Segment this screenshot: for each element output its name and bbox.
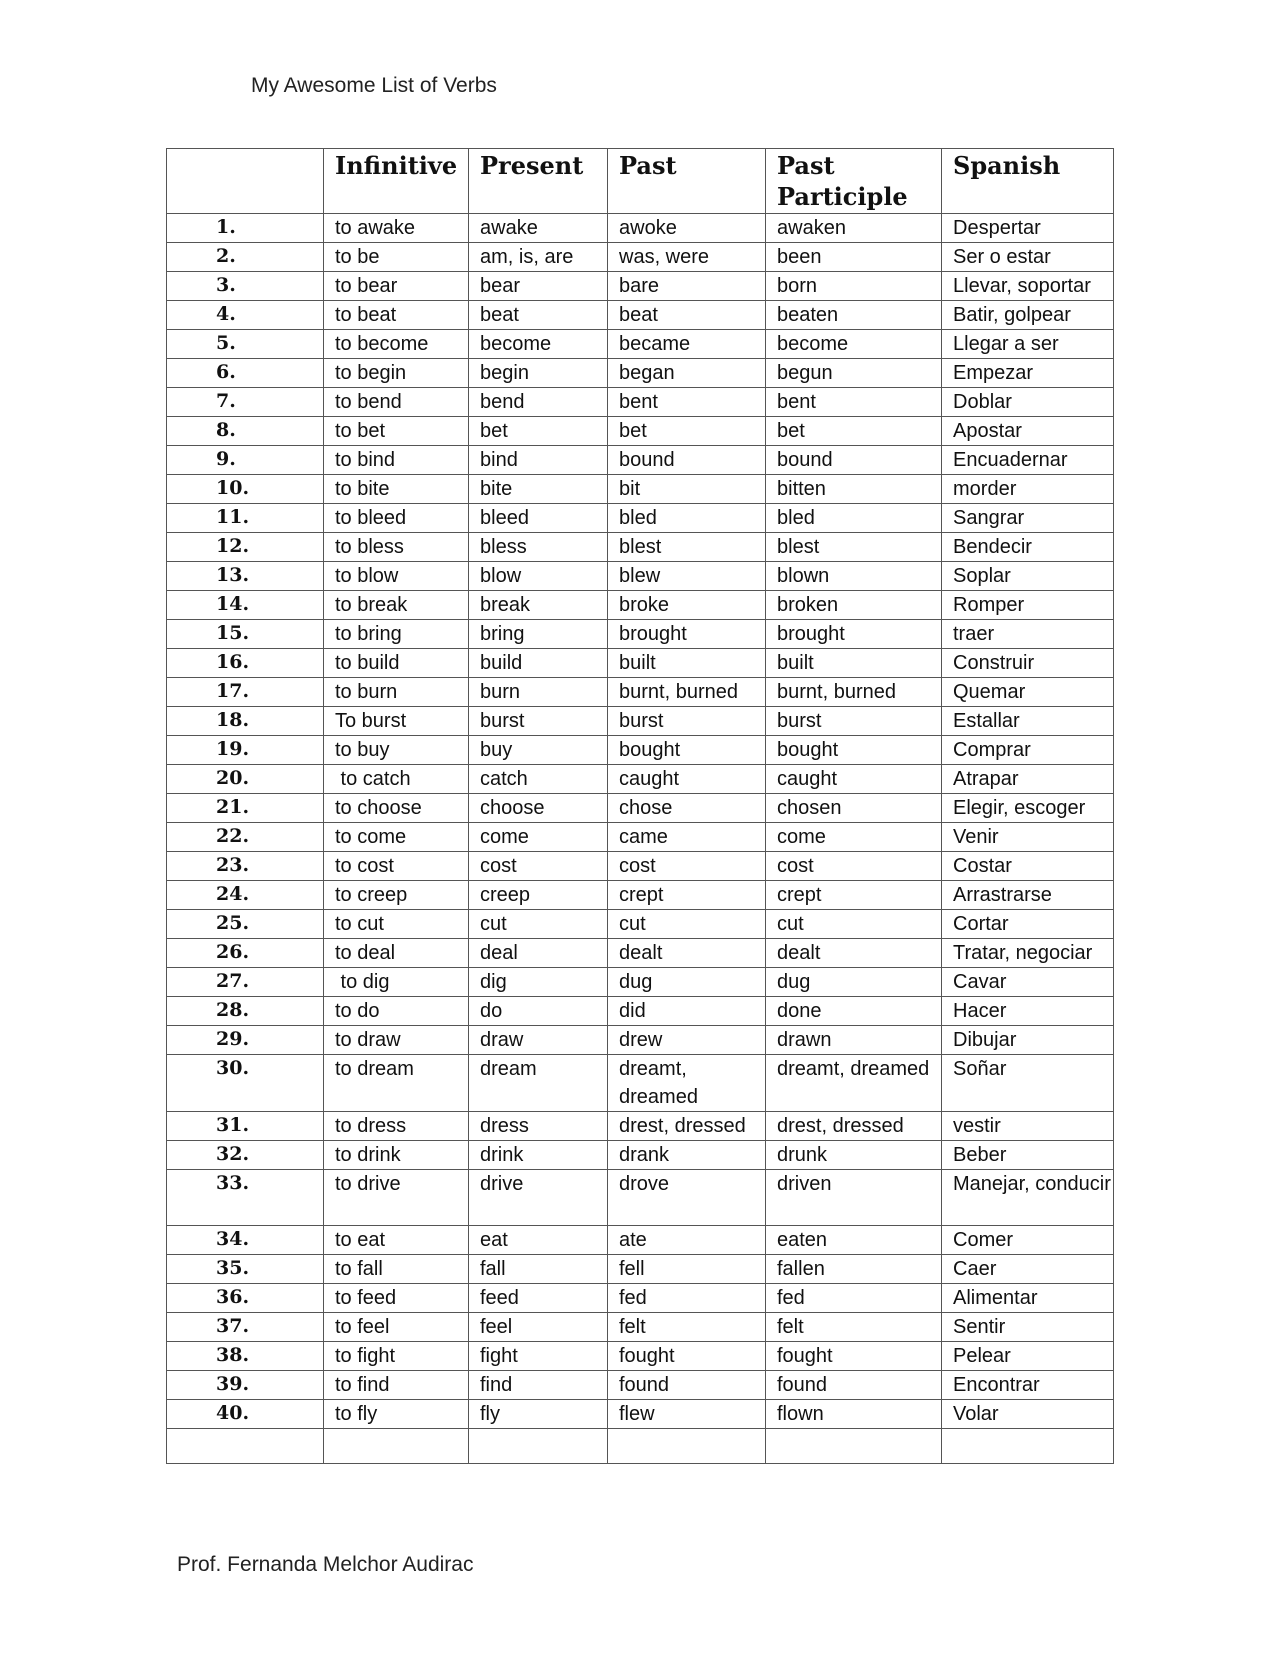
past-participle-cell: burst bbox=[766, 707, 942, 736]
table-row bbox=[167, 1055, 1114, 1112]
row-number: 38. bbox=[167, 1342, 324, 1371]
past-cell: brought bbox=[608, 620, 766, 649]
past-participle-cell: dug bbox=[766, 968, 942, 997]
row-number: 18. bbox=[167, 707, 324, 736]
row-number: 15. bbox=[167, 620, 324, 649]
spanish-cell: Apostar bbox=[942, 417, 1114, 446]
header-infinitive: Infinitive bbox=[324, 149, 469, 214]
present-cell: am, is, are bbox=[469, 243, 608, 272]
present-cell: feed bbox=[469, 1284, 608, 1313]
spanish-cell: Dibujar bbox=[942, 1026, 1114, 1055]
present-cell: eat bbox=[469, 1226, 608, 1255]
past-cell: found bbox=[608, 1371, 766, 1400]
past-cell: drew bbox=[608, 1026, 766, 1055]
table-row bbox=[167, 533, 1114, 562]
infinitive-cell: to fly bbox=[324, 1400, 469, 1429]
spanish-cell: Cavar bbox=[942, 968, 1114, 997]
present-cell: fly bbox=[469, 1400, 608, 1429]
past-cell: bit bbox=[608, 475, 766, 504]
past-cell: fell bbox=[608, 1255, 766, 1284]
infinitive-cell: to beat bbox=[324, 301, 469, 330]
past-cell: drove bbox=[608, 1170, 766, 1226]
past-participle-cell: fed bbox=[766, 1284, 942, 1313]
present-cell: fall bbox=[469, 1255, 608, 1284]
table-row bbox=[167, 794, 1114, 823]
header-past: Past bbox=[608, 149, 766, 214]
table-row bbox=[167, 1112, 1114, 1141]
table-row bbox=[167, 620, 1114, 649]
table-row bbox=[167, 446, 1114, 475]
present-cell: feel bbox=[469, 1313, 608, 1342]
present-cell: come bbox=[469, 823, 608, 852]
present-cell: cut bbox=[469, 910, 608, 939]
past-cell: built bbox=[608, 649, 766, 678]
spanish-cell: vestir bbox=[942, 1112, 1114, 1141]
past-participle-cell: dealt bbox=[766, 939, 942, 968]
table-row bbox=[167, 765, 1114, 794]
table-row bbox=[167, 504, 1114, 533]
row-number: 7. bbox=[167, 388, 324, 417]
infinitive-cell: to bless bbox=[324, 533, 469, 562]
spanish-cell: Elegir, escoger bbox=[942, 794, 1114, 823]
past-cell: flew bbox=[608, 1400, 766, 1429]
present-cell: buy bbox=[469, 736, 608, 765]
spanish-cell: Alimentar bbox=[942, 1284, 1114, 1313]
spanish-cell: Comer bbox=[942, 1226, 1114, 1255]
infinitive-cell: to bite bbox=[324, 475, 469, 504]
past-participle-cell: awaken bbox=[766, 214, 942, 243]
row-number: 24. bbox=[167, 881, 324, 910]
past-cell: bare bbox=[608, 272, 766, 301]
present-cell: begin bbox=[469, 359, 608, 388]
row-number: 17. bbox=[167, 678, 324, 707]
past-participle-cell: caught bbox=[766, 765, 942, 794]
infinitive-cell: to catch bbox=[324, 765, 469, 794]
spanish-cell: Llevar, soportar bbox=[942, 272, 1114, 301]
past-participle-cell: done bbox=[766, 997, 942, 1026]
row-number: 33. bbox=[167, 1170, 324, 1226]
table-row bbox=[167, 736, 1114, 765]
past-cell: did bbox=[608, 997, 766, 1026]
present-cell: drive bbox=[469, 1170, 608, 1226]
table-row bbox=[167, 1400, 1114, 1429]
past-participle-cell: burnt, burned bbox=[766, 678, 942, 707]
infinitive-cell: to drive bbox=[324, 1170, 469, 1226]
spanish-cell: Ser o estar bbox=[942, 243, 1114, 272]
empty-cell bbox=[167, 1429, 324, 1464]
spanish-cell: Tratar, negociar bbox=[942, 939, 1114, 968]
past-cell: dreamt, dreamed bbox=[608, 1055, 766, 1112]
present-cell: bind bbox=[469, 446, 608, 475]
past-participle-cell: blest bbox=[766, 533, 942, 562]
verb-table bbox=[166, 148, 1114, 1464]
spanish-cell: Soplar bbox=[942, 562, 1114, 591]
table-row bbox=[167, 823, 1114, 852]
row-number: 12. bbox=[167, 533, 324, 562]
infinitive-cell: to draw bbox=[324, 1026, 469, 1055]
past-cell: bent bbox=[608, 388, 766, 417]
spanish-cell: Llegar a ser bbox=[942, 330, 1114, 359]
present-cell: blow bbox=[469, 562, 608, 591]
row-number: 19. bbox=[167, 736, 324, 765]
table-row bbox=[167, 997, 1114, 1026]
infinitive-cell: to bear bbox=[324, 272, 469, 301]
past-participle-cell: beaten bbox=[766, 301, 942, 330]
row-number: 14. bbox=[167, 591, 324, 620]
row-number: 25. bbox=[167, 910, 324, 939]
table-row bbox=[167, 359, 1114, 388]
infinitive-cell: To burst bbox=[324, 707, 469, 736]
present-cell: choose bbox=[469, 794, 608, 823]
past-participle-cell: bought bbox=[766, 736, 942, 765]
row-number: 21. bbox=[167, 794, 324, 823]
table-row bbox=[167, 939, 1114, 968]
spanish-cell: Romper bbox=[942, 591, 1114, 620]
past-participle-cell: blown bbox=[766, 562, 942, 591]
row-number: 1. bbox=[167, 214, 324, 243]
past-cell: chose bbox=[608, 794, 766, 823]
row-number: 2. bbox=[167, 243, 324, 272]
infinitive-cell: to bleed bbox=[324, 504, 469, 533]
row-number: 13. bbox=[167, 562, 324, 591]
infinitive-cell: to do bbox=[324, 997, 469, 1026]
past-cell: dealt bbox=[608, 939, 766, 968]
present-cell: bleed bbox=[469, 504, 608, 533]
infinitive-cell: to fall bbox=[324, 1255, 469, 1284]
present-cell: cost bbox=[469, 852, 608, 881]
table-row bbox=[167, 1226, 1114, 1255]
past-cell: came bbox=[608, 823, 766, 852]
row-number: 20. bbox=[167, 765, 324, 794]
past-cell: felt bbox=[608, 1313, 766, 1342]
header-past-participle: Past Participle bbox=[766, 149, 942, 214]
header-number bbox=[167, 149, 324, 214]
spanish-cell: Hacer bbox=[942, 997, 1114, 1026]
past-participle-cell: cut bbox=[766, 910, 942, 939]
infinitive-cell: to begin bbox=[324, 359, 469, 388]
present-cell: become bbox=[469, 330, 608, 359]
infinitive-cell: to creep bbox=[324, 881, 469, 910]
past-participle-cell: come bbox=[766, 823, 942, 852]
table-row bbox=[167, 1170, 1114, 1226]
past-participle-cell: become bbox=[766, 330, 942, 359]
past-cell: crept bbox=[608, 881, 766, 910]
present-cell: draw bbox=[469, 1026, 608, 1055]
past-participle-cell: bet bbox=[766, 417, 942, 446]
table-row bbox=[167, 214, 1114, 243]
present-cell: bet bbox=[469, 417, 608, 446]
table-row bbox=[167, 1141, 1114, 1170]
past-cell: fed bbox=[608, 1284, 766, 1313]
table-row bbox=[167, 330, 1114, 359]
infinitive-cell: to deal bbox=[324, 939, 469, 968]
past-cell: caught bbox=[608, 765, 766, 794]
infinitive-cell: to dig bbox=[324, 968, 469, 997]
past-cell: was, were bbox=[608, 243, 766, 272]
spanish-cell: Empezar bbox=[942, 359, 1114, 388]
infinitive-cell: to be bbox=[324, 243, 469, 272]
past-cell: bet bbox=[608, 417, 766, 446]
infinitive-cell: to break bbox=[324, 591, 469, 620]
past-participle-cell: drawn bbox=[766, 1026, 942, 1055]
row-number: 28. bbox=[167, 997, 324, 1026]
table-row bbox=[167, 475, 1114, 504]
infinitive-cell: to bet bbox=[324, 417, 469, 446]
spanish-cell: Construir bbox=[942, 649, 1114, 678]
spanish-cell: Atrapar bbox=[942, 765, 1114, 794]
infinitive-cell: to dream bbox=[324, 1055, 469, 1112]
table-row bbox=[167, 968, 1114, 997]
table-row bbox=[167, 591, 1114, 620]
infinitive-cell: to feed bbox=[324, 1284, 469, 1313]
past-participle-cell: chosen bbox=[766, 794, 942, 823]
table-row bbox=[167, 1342, 1114, 1371]
spanish-cell: Sangrar bbox=[942, 504, 1114, 533]
row-number: 23. bbox=[167, 852, 324, 881]
present-cell: creep bbox=[469, 881, 608, 910]
row-number: 29. bbox=[167, 1026, 324, 1055]
spanish-cell: Sentir bbox=[942, 1313, 1114, 1342]
infinitive-cell: to awake bbox=[324, 214, 469, 243]
row-number: 6. bbox=[167, 359, 324, 388]
past-participle-cell: fallen bbox=[766, 1255, 942, 1284]
header-present: Present bbox=[469, 149, 608, 214]
spanish-cell: Doblar bbox=[942, 388, 1114, 417]
past-cell: burst bbox=[608, 707, 766, 736]
past-cell: blew bbox=[608, 562, 766, 591]
empty-table-row bbox=[167, 1429, 1114, 1464]
past-participle-cell: bent bbox=[766, 388, 942, 417]
present-cell: break bbox=[469, 591, 608, 620]
past-participle-cell: felt bbox=[766, 1313, 942, 1342]
table-row bbox=[167, 1371, 1114, 1400]
present-cell: drink bbox=[469, 1141, 608, 1170]
present-cell: bless bbox=[469, 533, 608, 562]
row-number: 34. bbox=[167, 1226, 324, 1255]
infinitive-cell: to fight bbox=[324, 1342, 469, 1371]
past-participle-cell: flown bbox=[766, 1400, 942, 1429]
table-header-row bbox=[167, 149, 1114, 214]
past-cell: dug bbox=[608, 968, 766, 997]
infinitive-cell: to burn bbox=[324, 678, 469, 707]
spanish-cell: Volar bbox=[942, 1400, 1114, 1429]
past-cell: began bbox=[608, 359, 766, 388]
past-cell: ate bbox=[608, 1226, 766, 1255]
infinitive-cell: to buy bbox=[324, 736, 469, 765]
spanish-cell: Despertar bbox=[942, 214, 1114, 243]
row-number: 36. bbox=[167, 1284, 324, 1313]
spanish-cell: Pelear bbox=[942, 1342, 1114, 1371]
empty-cell bbox=[324, 1429, 469, 1464]
past-cell: bled bbox=[608, 504, 766, 533]
empty-cell bbox=[469, 1429, 608, 1464]
spanish-cell: traer bbox=[942, 620, 1114, 649]
document-footer: Prof. Fernanda Melchor Audirac bbox=[177, 1553, 474, 1576]
spanish-cell: Beber bbox=[942, 1141, 1114, 1170]
present-cell: bear bbox=[469, 272, 608, 301]
table-row bbox=[167, 707, 1114, 736]
table-row bbox=[167, 910, 1114, 939]
spanish-cell: Batir, golpear bbox=[942, 301, 1114, 330]
past-cell: blest bbox=[608, 533, 766, 562]
present-cell: bend bbox=[469, 388, 608, 417]
table-row bbox=[167, 1255, 1114, 1284]
spanish-cell: Venir bbox=[942, 823, 1114, 852]
infinitive-cell: to drink bbox=[324, 1141, 469, 1170]
past-cell: fought bbox=[608, 1342, 766, 1371]
spanish-cell: Caer bbox=[942, 1255, 1114, 1284]
infinitive-cell: to dress bbox=[324, 1112, 469, 1141]
past-participle-cell: dreamt, dreamed bbox=[766, 1055, 942, 1112]
present-cell: build bbox=[469, 649, 608, 678]
past-cell: beat bbox=[608, 301, 766, 330]
present-cell: deal bbox=[469, 939, 608, 968]
infinitive-cell: to cost bbox=[324, 852, 469, 881]
table-body bbox=[167, 214, 1114, 1464]
past-cell: burnt, burned bbox=[608, 678, 766, 707]
present-cell: awake bbox=[469, 214, 608, 243]
present-cell: dig bbox=[469, 968, 608, 997]
present-cell: dream bbox=[469, 1055, 608, 1112]
infinitive-cell: to eat bbox=[324, 1226, 469, 1255]
row-number: 22. bbox=[167, 823, 324, 852]
row-number: 8. bbox=[167, 417, 324, 446]
table-row bbox=[167, 1313, 1114, 1342]
table-row bbox=[167, 881, 1114, 910]
present-cell: bring bbox=[469, 620, 608, 649]
infinitive-cell: to bend bbox=[324, 388, 469, 417]
past-cell: broke bbox=[608, 591, 766, 620]
infinitive-cell: to bring bbox=[324, 620, 469, 649]
past-participle-cell: drest, dressed bbox=[766, 1112, 942, 1141]
spanish-cell: Encontrar bbox=[942, 1371, 1114, 1400]
row-number: 31. bbox=[167, 1112, 324, 1141]
present-cell: beat bbox=[469, 301, 608, 330]
infinitive-cell: to feel bbox=[324, 1313, 469, 1342]
empty-cell bbox=[608, 1429, 766, 1464]
past-participle-cell: fought bbox=[766, 1342, 942, 1371]
spanish-cell: Arrastrarse bbox=[942, 881, 1114, 910]
spanish-cell: Comprar bbox=[942, 736, 1114, 765]
spanish-cell: Soñar bbox=[942, 1055, 1114, 1112]
spanish-cell: Encuadernar bbox=[942, 446, 1114, 475]
row-number: 16. bbox=[167, 649, 324, 678]
row-number: 11. bbox=[167, 504, 324, 533]
infinitive-cell: to come bbox=[324, 823, 469, 852]
past-cell: bound bbox=[608, 446, 766, 475]
present-cell: burst bbox=[469, 707, 608, 736]
past-participle-cell: bitten bbox=[766, 475, 942, 504]
table-row bbox=[167, 1026, 1114, 1055]
table-row bbox=[167, 388, 1114, 417]
row-number: 30. bbox=[167, 1055, 324, 1112]
present-cell: do bbox=[469, 997, 608, 1026]
table-row bbox=[167, 678, 1114, 707]
table-row bbox=[167, 649, 1114, 678]
table-row bbox=[167, 417, 1114, 446]
empty-cell bbox=[766, 1429, 942, 1464]
row-number: 10. bbox=[167, 475, 324, 504]
infinitive-cell: to find bbox=[324, 1371, 469, 1400]
past-cell: awoke bbox=[608, 214, 766, 243]
row-number: 9. bbox=[167, 446, 324, 475]
infinitive-cell: to become bbox=[324, 330, 469, 359]
infinitive-cell: to choose bbox=[324, 794, 469, 823]
table-row bbox=[167, 852, 1114, 881]
spanish-cell: Cortar bbox=[942, 910, 1114, 939]
spanish-cell: Manejar, conducir bbox=[942, 1170, 1114, 1226]
row-number: 40. bbox=[167, 1400, 324, 1429]
header-spanish: Spanish bbox=[942, 149, 1114, 214]
row-number: 26. bbox=[167, 939, 324, 968]
past-participle-cell: born bbox=[766, 272, 942, 301]
infinitive-cell: to build bbox=[324, 649, 469, 678]
row-number: 27. bbox=[167, 968, 324, 997]
past-participle-cell: brought bbox=[766, 620, 942, 649]
spanish-cell: Quemar bbox=[942, 678, 1114, 707]
present-cell: dress bbox=[469, 1112, 608, 1141]
row-number: 39. bbox=[167, 1371, 324, 1400]
table-row bbox=[167, 272, 1114, 301]
spanish-cell: Bendecir bbox=[942, 533, 1114, 562]
present-cell: burn bbox=[469, 678, 608, 707]
row-number: 37. bbox=[167, 1313, 324, 1342]
row-number: 35. bbox=[167, 1255, 324, 1284]
table-row bbox=[167, 301, 1114, 330]
table-row bbox=[167, 243, 1114, 272]
past-participle-cell: bound bbox=[766, 446, 942, 475]
past-participle-cell: drunk bbox=[766, 1141, 942, 1170]
past-participle-cell: cost bbox=[766, 852, 942, 881]
spanish-cell: Estallar bbox=[942, 707, 1114, 736]
document-title: My Awesome List of Verbs bbox=[251, 74, 497, 97]
past-participle-cell: been bbox=[766, 243, 942, 272]
spanish-cell: Costar bbox=[942, 852, 1114, 881]
table-row bbox=[167, 1284, 1114, 1313]
present-cell: catch bbox=[469, 765, 608, 794]
past-cell: cost bbox=[608, 852, 766, 881]
past-participle-cell: crept bbox=[766, 881, 942, 910]
past-cell: became bbox=[608, 330, 766, 359]
past-participle-cell: eaten bbox=[766, 1226, 942, 1255]
past-participle-cell: found bbox=[766, 1371, 942, 1400]
row-number: 4. bbox=[167, 301, 324, 330]
infinitive-cell: to cut bbox=[324, 910, 469, 939]
row-number: 5. bbox=[167, 330, 324, 359]
present-cell: bite bbox=[469, 475, 608, 504]
past-participle-cell: driven bbox=[766, 1170, 942, 1226]
past-cell: bought bbox=[608, 736, 766, 765]
past-participle-cell: bled bbox=[766, 504, 942, 533]
past-cell: drest, dressed bbox=[608, 1112, 766, 1141]
infinitive-cell: to bind bbox=[324, 446, 469, 475]
spanish-cell: morder bbox=[942, 475, 1114, 504]
past-participle-cell: begun bbox=[766, 359, 942, 388]
present-cell: fight bbox=[469, 1342, 608, 1371]
present-cell: find bbox=[469, 1371, 608, 1400]
row-number: 3. bbox=[167, 272, 324, 301]
table-row bbox=[167, 562, 1114, 591]
past-cell: cut bbox=[608, 910, 766, 939]
infinitive-cell: to blow bbox=[324, 562, 469, 591]
empty-cell bbox=[942, 1429, 1114, 1464]
past-participle-cell: broken bbox=[766, 591, 942, 620]
row-number: 32. bbox=[167, 1141, 324, 1170]
past-cell: drank bbox=[608, 1141, 766, 1170]
past-participle-cell: built bbox=[766, 649, 942, 678]
